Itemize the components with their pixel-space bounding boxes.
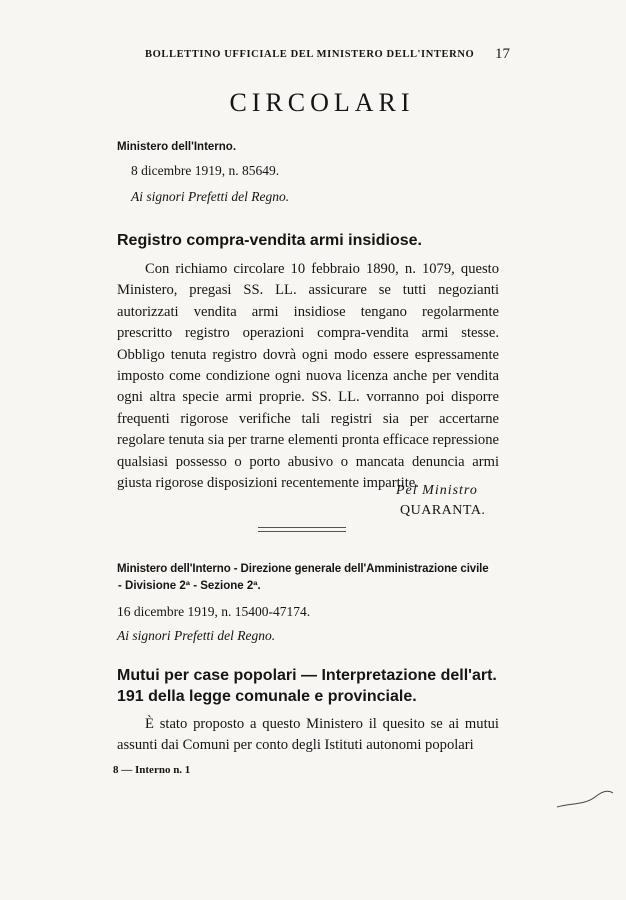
circular-1-signature-label: Pel Ministro xyxy=(396,483,478,498)
circular-1-body-paragraph: Con richiamo circolare 10 febbraio 1890, n. 1079, questo Ministero, pregasi SS. LL. assicurare se tutti negozianti autorizzati vendita armi insidiose tengano regolarmente prescritto registro operazioni compra-vendita armi stesse. Obbligo tenuta registro dovrà ogni modo essere espressamente imposto come condizione ogni nuova licenza anche per vendita ogni altra specie armi proprie. SS. LL. vorranno poi disporre frequenti rigorose verifiche tali registri sia per accertarne regolare tenuta sia per trarne elementi pronta efficace repressione qualsiasi possesso o porto abusivo o mancata denuncia armi giusta rigorose disposizioni recentemente impartite. xyxy=(117,261,499,492)
section-title: CIRCOLARI xyxy=(229,88,415,117)
section-divider-rule xyxy=(258,527,346,528)
circular-1-body xyxy=(117,259,499,494)
circular-2-issuer-line-2: - Divisione 2ª - Sezione 2ª. xyxy=(118,580,261,592)
circular-2-addressee: Ai signori Prefetti del Regno. xyxy=(117,628,276,643)
circular-1-addressee: Ai signori Prefetti del Regno. xyxy=(131,189,290,204)
circular-2-issuer-line-1: Ministero dell'Interno - Direzione generale dell'Amministrazione civile xyxy=(117,563,489,575)
circular-2-body-paragraph: È stato proposto a questo Ministero il quesito se ai mutui assunti dai Comuni per conto degli Istituti autonomi popolari xyxy=(117,716,499,754)
circular-1-signature-name: QUARANTA. xyxy=(400,503,486,518)
section-divider-rule xyxy=(258,531,346,532)
circular-2-subject: Mutui per case popolari — Interpretazione dell'art. 191 della legge comunale e provinciale. xyxy=(117,667,497,705)
page-number: 17 xyxy=(495,46,510,62)
circular-2-body xyxy=(117,714,499,757)
pen-scribble-mark xyxy=(555,785,615,815)
circular-1-date: 8 dicembre 1919, n. 85649. xyxy=(131,163,280,178)
circular-1-issuer: Ministero dell'Interno. xyxy=(117,141,237,153)
circular-1-subject: Registro compra-vendita armi insidiose. xyxy=(117,232,422,249)
circular-2-date: 16 dicembre 1919, n. 15400-47174. xyxy=(117,604,311,619)
footer-signature-mark: 8 — Interno n. 1 xyxy=(113,764,191,776)
running-head-title: BOLLETTINO UFFICIALE DEL MINISTERO DELL'INTERNO xyxy=(145,49,475,60)
